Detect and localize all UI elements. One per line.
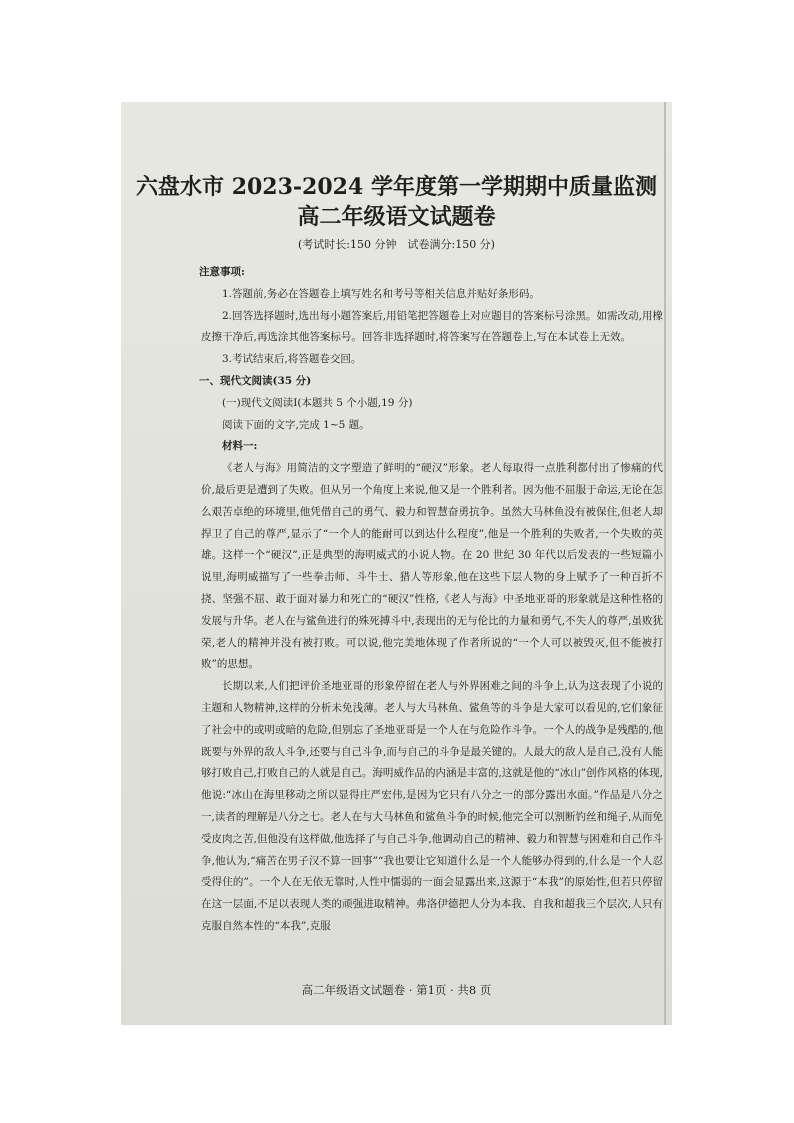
notice-item-1: 1.答题前,务必在答题卷上填写姓名和考号等相关信息并贴好条形码。 [222, 287, 540, 300]
exam-body [201, 262, 663, 938]
section-instruction: 阅读下面的文字,完成 1~5 题。 [222, 418, 370, 431]
exam-duration-score: (考试时长:150 分钟 试卷满分:150 分) [298, 238, 495, 251]
material-paragraph-1: 《老人与海》用简洁的文字塑造了鲜明的“硬汉”形象。老人每取得一点胜利都付出了惨痛的代价,最后更是遭到了失败。但从另一个角度上来说,他又是一个胜利者。因为他不屈服于命运,无论在怎么艰苦卓绝的环境里,他凭借自己的勇气、毅力和智慧奋勇抗争。虽然大马林鱼没有被保住,但老人却捍卫了自己的尊严,显示了“一个人的能耐可以到达什么程度”,他是一个胜利的失败者,一个失败的英雄。这样一个“硬汉”,正是典型的海明威式的小说人物。在 20 世纪 30 年代以后发表的一些短篇小说里,海明威描写了一些拳击师、斗牛士、猎人等形象,他在这些下层人物的身上赋予了一种百折不挠、坚强不屈、敢于面对暴力和死亡的“硬汉”性格,《老人与海》中圣地亚哥的形象就是这种性格的发展与升华。老人在与鲨鱼进行的殊死搏斗中,表现出的无与伦比的力量和勇气,不失人的尊严,虽败犹荣,老人的精神并没有被打败。可以说,他完美地体现了作者所说的“一个人可以被毁灭,但不能被打败”的思想。 [201, 462, 663, 671]
exam-sheet [121, 102, 672, 1025]
exam-title: 六盘水市 2023-2024 学年度第一学期期中质量监测 [136, 174, 657, 200]
notice-item-2: 2.回答选择题时,选出每小题答案后,用铅笔把答题卷上对应题目的答案标号涂黑。如需改动,用橡皮擦干净后,再选涂其他答案标号。回答非选择题时,将答案写在答题卷上,写在本试卷上无效。 [201, 309, 663, 344]
material-paragraph-2: 长期以来,人们把评价圣地亚哥的形象停留在老人与外界困难之间的斗争上,认为这表现了小说的主题和人物精神,这样的分析未免浅薄。老人与大马林鱼、鲨鱼等的斗争是大家可以看见的,它们象征了社会中的或明或暗的危险,但别忘了圣地亚哥是一个人在与危险作斗争。一个人的战争是残酷的,他既要与外界的敌人斗争,还要与自己斗争,而与自己的斗争是最关键的。人最大的敌人是自己,没有人能够打败自己,打败自己的人就是自己。海明威作品的内涵是丰富的,这就是他的“冰山”创作风格的体现,他说:“冰山在海里移动之所以显得庄严宏伟,是因为它只有八分之一的部分露出水面。”作品是八分之一,读者的理解是八分之七。老人在与大马林鱼和鲨鱼斗争的时候,他完全可以割断钓丝和绳子,从而免受皮肉之苦,但他没有这样做,他选择了与自己斗争,他调动自己的精神、毅力和智慧与困难和自己作斗争,他认为,“痛苦在男子汉不算一回事”“我也要让它知道什么是一个人能够办得到的,什么是一个人忍受得住的”。一个人在无依无靠时,人性中懦弱的一面会显露出来,这源于“本我”的原始性,但若只停留在这一层面,不足以表现人类的顽强进取精神。弗洛伊德把人分为本我、自我和超我三个层次,人只有克服自然本性的“本我”,克服 [201, 680, 663, 932]
section-title: 一、现代文阅读(35 分) [199, 374, 312, 387]
section-subtitle: (一)现代文阅读I(本题共 5 个小题,19 分) [222, 396, 413, 409]
notice-item-3: 3.考试结束后,将答题卷交回。 [222, 353, 362, 366]
material-label: 材料一: [222, 440, 258, 453]
page-footer: 高二年级语文试题卷 · 第1页 · 共8 页 [301, 983, 492, 997]
notice-heading: 注意事项: [199, 266, 245, 278]
exam-subtitle: 高二年级语文试题卷 [297, 204, 496, 230]
document-photo [121, 102, 672, 1025]
